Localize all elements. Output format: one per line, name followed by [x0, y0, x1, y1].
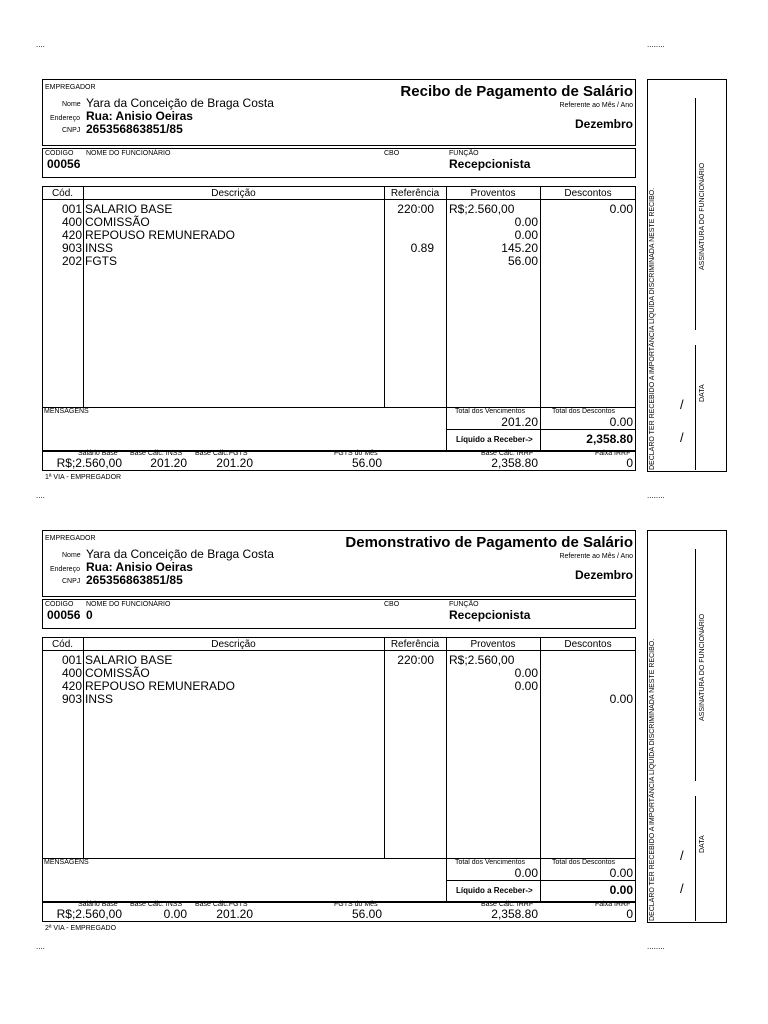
item-code: 903: [61, 692, 82, 706]
employer-name: Yara da Conceição de Braga Costa: [86, 547, 274, 561]
item-earnings: 145.20: [501, 241, 538, 255]
inss-base-label: Base Cálc. INSS: [130, 450, 183, 457]
employer-label: EMPREGADOR: [45, 535, 96, 542]
total-deductions-label: Total dos Descontos: [552, 859, 616, 866]
item-code: 202: [61, 254, 82, 268]
receipt-title: Demonstrativo de Pagamento de Salário: [345, 534, 633, 551]
payslip: [0, 451, 768, 932]
item-description: REPOUSO REMUNERADO: [85, 679, 236, 693]
item-earnings: 0.00: [514, 228, 538, 242]
function-label: FUNÇÃO: [449, 601, 479, 608]
irrf-bracket: 0: [626, 456, 633, 470]
col-code: Cód.: [51, 639, 74, 650]
receipt-title: Recibo de Pagamento de Salário: [400, 83, 633, 100]
date-label: DATA: [699, 384, 706, 402]
item-earnings: 0.00: [514, 679, 538, 693]
item-earnings: 0.00: [514, 215, 538, 229]
net-pay-label: Líquido a Receber->: [456, 435, 533, 444]
net-pay: 2,358.80: [586, 432, 633, 446]
irrf-base: 2,358.80: [491, 907, 538, 921]
item-description: COMISSÃO: [85, 215, 150, 229]
trim-mark-right: ........: [647, 40, 665, 49]
employee-name-label: NOME DO FUNCIONÁRIO: [86, 150, 171, 157]
item-reference: 0.89: [410, 241, 434, 255]
employee-code: 00056: [47, 608, 81, 622]
cnpj-label: CNPJ: [62, 127, 81, 134]
col-deductions: Descontos: [564, 639, 612, 650]
date-slash-1: /: [680, 848, 684, 863]
item-description: REPOUSO REMUNERADO: [85, 228, 236, 242]
code-label: CÓDIGO: [45, 601, 74, 608]
reference-label: Referente ao Mês / Ano: [559, 102, 633, 109]
col-description: Descrição: [211, 639, 256, 650]
fgts-base-label: Base Cálc.FGTS: [195, 450, 248, 457]
messages-label: MENSAGENS: [44, 859, 89, 866]
cbo-label: CBO: [384, 150, 400, 157]
name-label: Nome: [62, 552, 81, 559]
signature-label: ASSINATURA DO FUNCIONÁRIO: [699, 613, 706, 721]
employer-cnpj: 265356863851/85: [86, 122, 183, 136]
fgts-base: 201.20: [216, 456, 253, 470]
irrf-bracket: 0: [626, 907, 633, 921]
fgts-base: 201.20: [216, 907, 253, 921]
col-description: Descrição: [211, 188, 256, 199]
irrf-base-label: Base Cálc. IRRF: [481, 901, 534, 908]
employer-cnpj: 265356863851/85: [86, 573, 183, 587]
inss-base: 0.00: [163, 907, 187, 921]
item-code: 001: [61, 202, 82, 216]
employer-label: EMPREGADOR: [45, 84, 96, 91]
fgts-month-label: FGTS do Mês: [334, 901, 378, 908]
item-description: SALARIO BASE: [85, 653, 173, 667]
net-pay-label: Líquido a Receber->: [456, 886, 533, 895]
item-code: 420: [61, 228, 82, 242]
total-earnings: 0.00: [514, 866, 538, 880]
employee-function: Recepcionista: [449, 608, 531, 622]
trim-mark-bottom-left: ....: [36, 942, 45, 951]
trim-mark-left: ....: [36, 491, 45, 500]
item-deductions: 0.00: [609, 692, 633, 706]
total-deductions-label: Total dos Descontos: [552, 408, 616, 415]
item-description: INSS: [85, 692, 114, 706]
date-slash-2: /: [680, 881, 684, 896]
item-code: 400: [61, 215, 82, 229]
function-label: FUNÇÃO: [449, 150, 479, 157]
item-earnings: R$;2.560,00: [449, 202, 515, 216]
trim-mark-left: ....: [36, 40, 45, 49]
col-deductions: Descontos: [564, 188, 612, 199]
item-reference: 220:00: [397, 202, 434, 216]
date-slash-2: /: [680, 430, 684, 445]
col-earnings: Proventos: [470, 188, 516, 199]
salary-base: R$;2.560,00: [56, 907, 122, 921]
col-reference: Referência: [390, 188, 440, 199]
trim-mark-bottom-right: ........: [647, 942, 665, 951]
salary-base-label: Salário Base: [78, 450, 118, 457]
fgts-month: 56.00: [351, 456, 382, 470]
item-earnings: 56.00: [507, 254, 538, 268]
item-description: SALARIO BASE: [85, 202, 173, 216]
item-description: INSS: [85, 241, 114, 255]
copy-label: 2ª VIA - EMPREGADO: [45, 925, 117, 932]
total-earnings-label: Total dos Vencimentos: [455, 859, 526, 866]
reference-month: Dezembro: [574, 117, 633, 131]
fgts-month: 56.00: [351, 907, 382, 921]
code-label: CÓDIGO: [45, 150, 74, 157]
net-pay: 0.00: [609, 883, 633, 897]
irrf-base: 2,358.80: [491, 456, 538, 470]
irrf-bracket-label: Faixa IRRF: [595, 901, 631, 908]
messages-label: MENSAGENS: [44, 408, 89, 415]
declaration-text: DECLARO TER RECEBIDO A IMPORTÂNCIA LÍQUIDA DISCRIMINADA NESTE RECIBO.: [649, 187, 656, 470]
employee-name: 0: [86, 608, 93, 622]
reference-month: Dezembro: [574, 568, 633, 582]
item-code: 420: [61, 679, 82, 693]
fgts-base-label: Base Cálc.FGTS: [195, 901, 248, 908]
col-code: Cód.: [51, 188, 74, 199]
signature-box: [647, 79, 727, 472]
reference-label: Referente ao Mês / Ano: [559, 553, 633, 560]
declaration-text: DECLARO TER RECEBIDO A IMPORTÂNCIA LÍQUIDA DISCRIMINADA NESTE RECIBO.: [649, 638, 656, 921]
item-reference: 220:00: [397, 653, 434, 667]
salary-base-label: Salário Base: [78, 901, 118, 908]
address-label: Endereço: [50, 566, 80, 573]
item-earnings: 0.00: [514, 666, 538, 680]
employer-address: Rua: Anisio Oeiras: [86, 109, 193, 123]
signature-box: [647, 530, 727, 923]
name-label: Nome: [62, 101, 81, 108]
item-earnings: R$;2.560,00: [449, 653, 515, 667]
employer-address: Rua: Anisio Oeiras: [86, 560, 193, 574]
item-code: 001: [61, 653, 82, 667]
total-earnings: 201.20: [501, 415, 538, 429]
col-earnings: Proventos: [470, 639, 516, 650]
cnpj-label: CNPJ: [62, 578, 81, 585]
total-deductions: 0.00: [609, 415, 633, 429]
total-earnings-label: Total dos Vencimentos: [455, 408, 526, 415]
trim-mark-right: ........: [647, 491, 665, 500]
employee-code: 00056: [47, 157, 81, 171]
salary-base: R$;2.560,00: [56, 456, 122, 470]
irrf-base-label: Base Cálc. IRRF: [481, 450, 534, 457]
payslip: [0, 0, 768, 481]
employer-name: Yara da Conceição de Braga Costa: [86, 96, 274, 110]
inss-base-label: Base Cálc. INSS: [130, 901, 183, 908]
inss-base: 201.20: [150, 456, 187, 470]
item-deductions: 0.00: [609, 202, 633, 216]
irrf-bracket-label: Faixa IRRF: [595, 450, 631, 457]
fgts-month-label: FGTS do Mês: [334, 450, 378, 457]
address-label: Endereço: [50, 115, 80, 122]
date-slash-1: /: [680, 397, 684, 412]
item-code: 400: [61, 666, 82, 680]
total-deductions: 0.00: [609, 866, 633, 880]
signature-label: ASSINATURA DO FUNCIONÁRIO: [699, 162, 706, 270]
employee-name-label: NOME DO FUNCIONÁRIO: [86, 601, 171, 608]
employee-function: Recepcionista: [449, 157, 531, 171]
item-code: 903: [61, 241, 82, 255]
item-description: COMISSÃO: [85, 666, 150, 680]
item-description: FGTS: [85, 254, 117, 268]
date-label: DATA: [699, 835, 706, 853]
col-reference: Referência: [390, 639, 440, 650]
cbo-label: CBO: [384, 601, 400, 608]
copy-label: 1ª VIA - EMPREGADOR: [45, 474, 122, 481]
